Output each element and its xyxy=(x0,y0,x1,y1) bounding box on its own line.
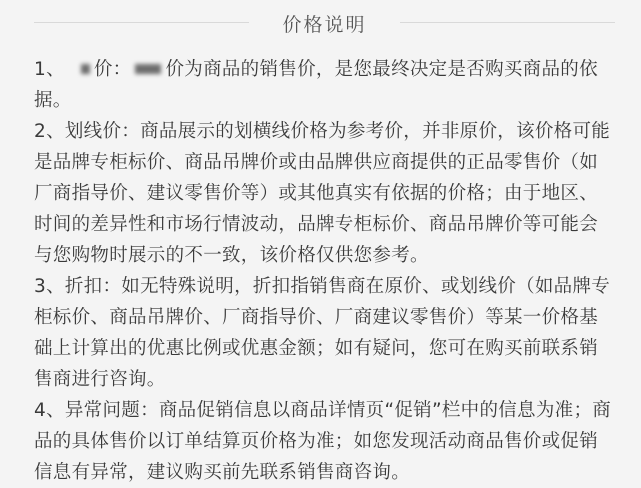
redacted-price-name xyxy=(81,64,90,74)
redacted-price-name-2 xyxy=(135,64,161,74)
item-3: 3、折扣：如无特殊说明，折扣指销售商在原价、或划线价（如品牌专柜标价、商品吊牌价、厂商指导价、厂商建议零售价）等某一价格基础上计算出的优惠比例或优惠金额；如有疑问，您可在购买前联系销售商进行咨询。 xyxy=(34,276,611,390)
page-title: 价格说明 xyxy=(268,10,380,37)
title-divider-right xyxy=(400,22,615,23)
item-1 xyxy=(34,54,615,116)
item-1-text: 价为商品的销售价，是您最终决定是否购买商品的依据。 xyxy=(34,59,598,111)
item-1-number: 1、 xyxy=(34,59,65,80)
item-2: 2、划线价：商品展示的划横线价格为参考价，并非原价，该价格可能是品牌专柜标价、商品吊牌价或由品牌供应商提供的正品零售价（如厂商指导价、建议零售价等）或其他真实有依据的价格；由于地区、时间的差异性和市场行情波动，品牌专柜标价、商品吊牌价等可能会与您购物时展示的不一致，该价格仅供您参考。 xyxy=(34,121,611,266)
explanation-content xyxy=(34,54,615,488)
item-4: 4、异常问题：商品促销信息以商品详情页“促销”栏中的信息为准；商品的具体售价以订单结算页价格为准；如您发现活动商品售价或促销信息有异常，建议购买前先联系销售商咨询。 xyxy=(34,400,612,483)
title-divider-left xyxy=(34,22,249,23)
item-1-label-suffix: 价： xyxy=(93,59,132,80)
title-row xyxy=(34,0,615,46)
